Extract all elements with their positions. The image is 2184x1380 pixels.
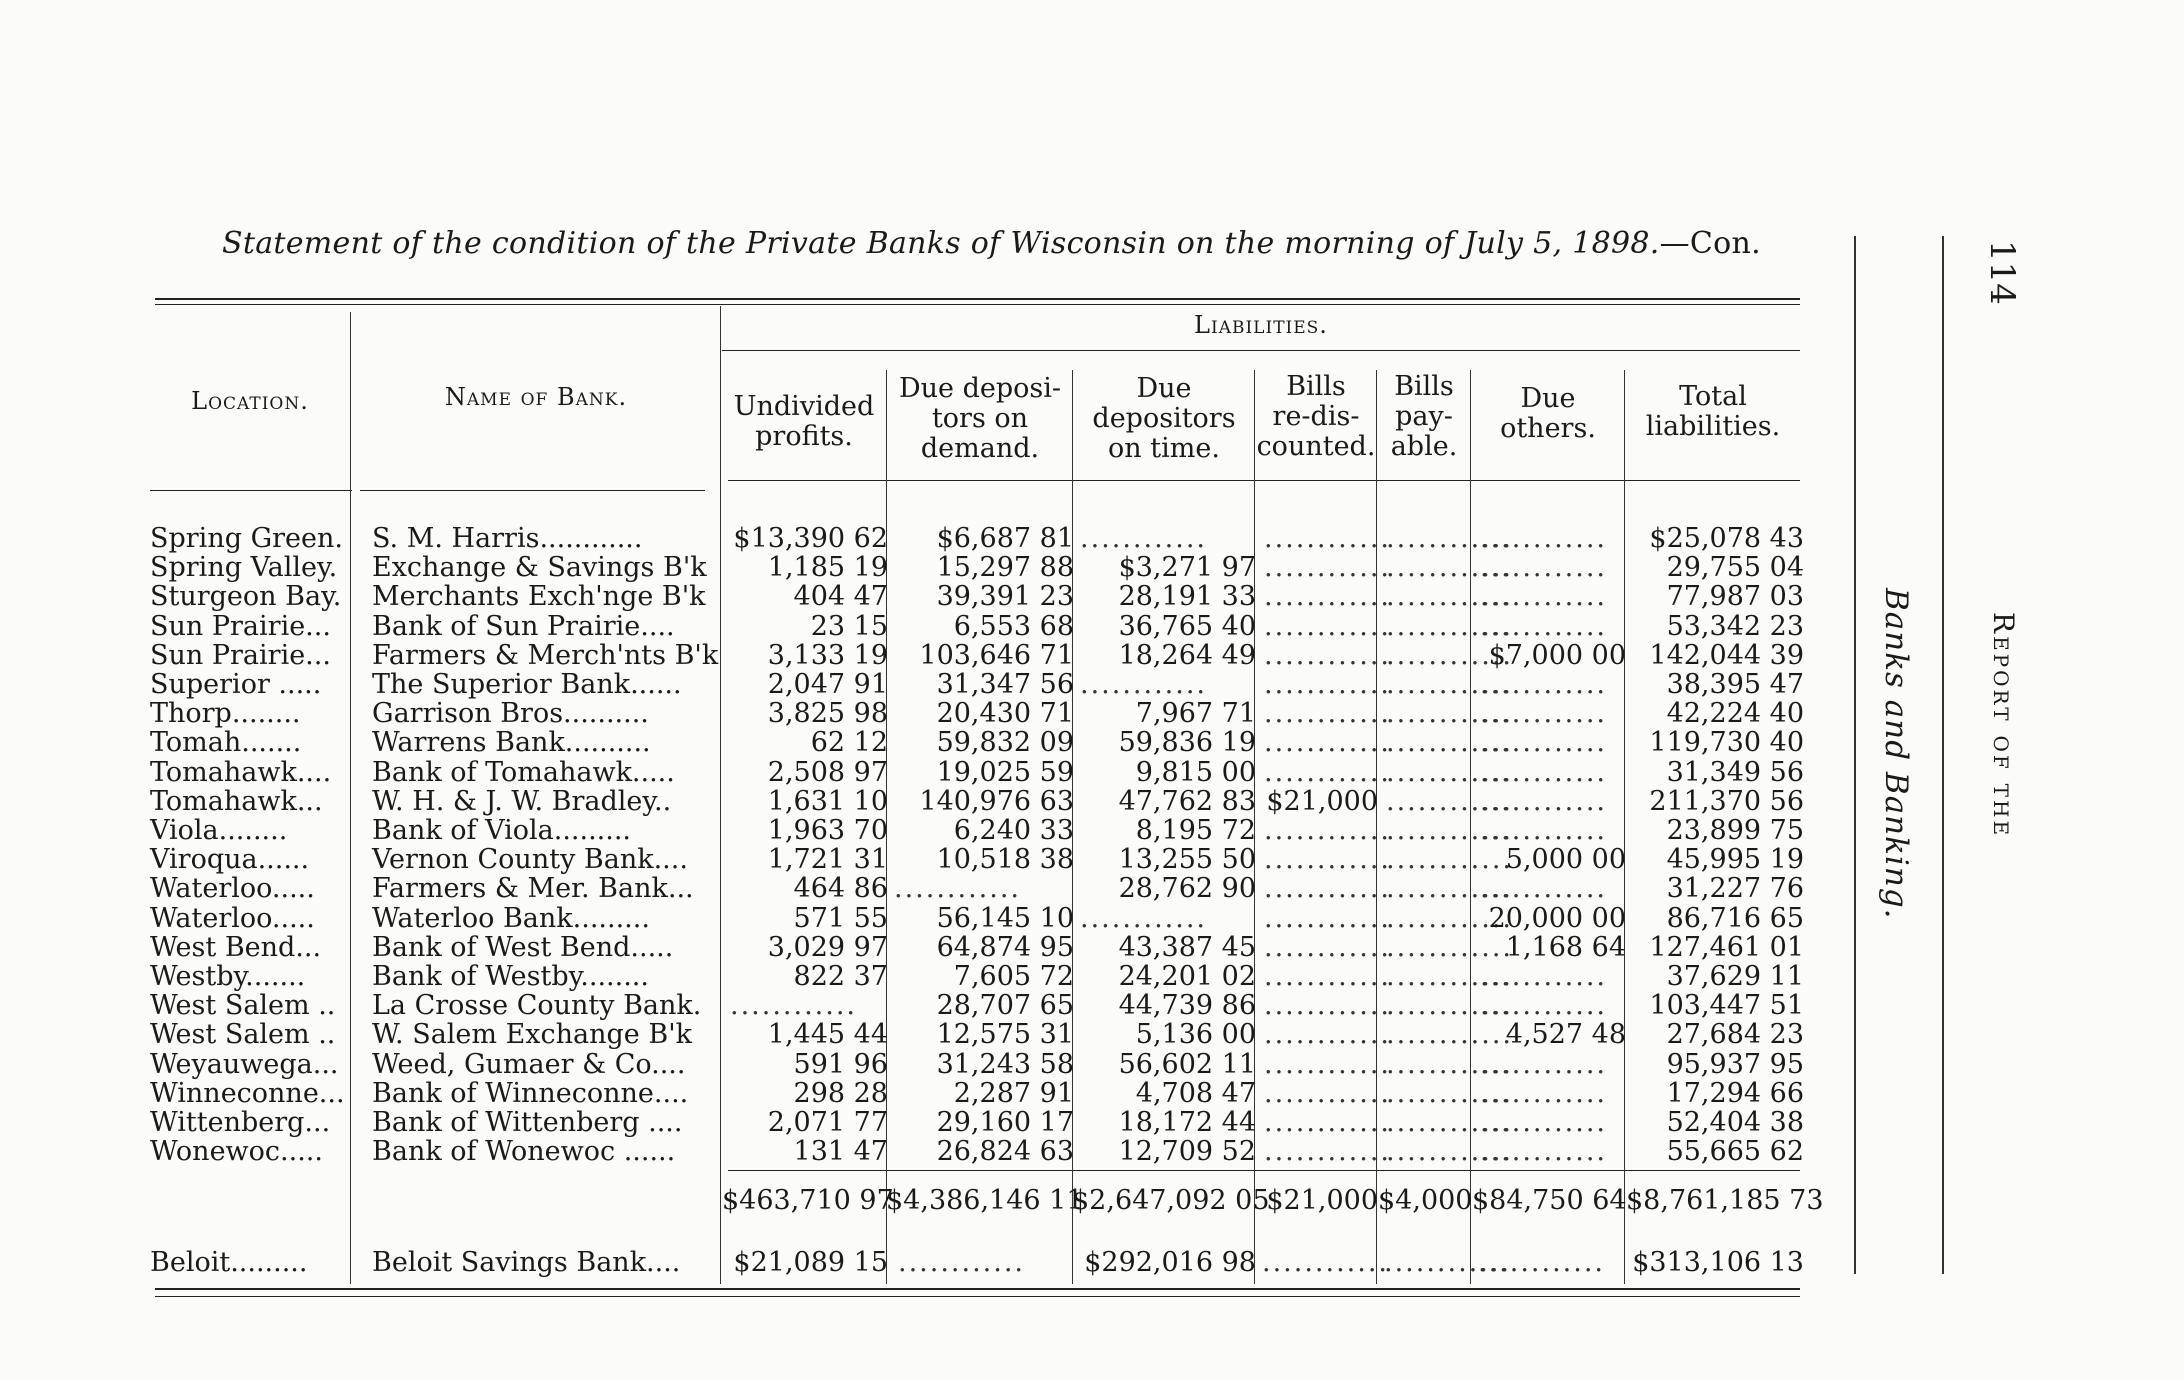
row-time: 59,836 19 (1118, 727, 1256, 758)
row-total: 31,349 56 (1666, 757, 1804, 788)
beloit-time: $292,016 98 (1084, 1247, 1256, 1278)
row-rediscounted-empty: ............ (1264, 844, 1391, 875)
header-total: Total liabilities. (1645, 381, 1781, 442)
header-name: Name of Bank. (444, 383, 628, 411)
row-undivided: 1,185 19 (767, 552, 888, 583)
row-rediscounted-empty: ............ (1264, 611, 1391, 642)
row-payable-empty: ............ (1386, 523, 1513, 554)
row-others: 4,527 48 (1505, 1019, 1626, 1050)
row-rediscounted-empty: ............ (1264, 640, 1391, 671)
beloit-total: $313,106 13 (1632, 1247, 1804, 1278)
row-demand: 15,297 88 (936, 552, 1074, 583)
row-others-empty: ............ (1480, 1049, 1607, 1080)
table-row (0, 874, 1820, 903)
table-row (0, 991, 1820, 1020)
row-demand: 26,824 63 (936, 1136, 1074, 1167)
row-location: West Salem .. (150, 990, 336, 1021)
row-time: 36,765 40 (1118, 611, 1256, 642)
row-others-empty: ............ (1480, 786, 1607, 817)
beloit-row (0, 1248, 1820, 1277)
row-rediscounted-empty: ............ (1264, 1078, 1391, 1109)
row-payable-empty: ............ (1386, 581, 1513, 612)
running-head-report: Report of the (1987, 612, 2020, 839)
top-rule-2 (155, 304, 1800, 305)
margin-rule-2 (1942, 236, 1944, 1274)
row-bank-name: S. M. Harris............ (372, 523, 643, 554)
table-row (0, 612, 1820, 641)
row-undivided: $13,390 62 (733, 523, 888, 554)
row-bank-name: Garrison Bros.......... (372, 698, 649, 729)
total-time: $2,647,092 05 (1072, 1185, 1270, 1216)
row-demand: 12,575 31 (936, 1019, 1074, 1050)
row-demand: 19,025 59 (936, 757, 1074, 788)
row-bank-name: Farmers & Merch'nts B'k (372, 640, 719, 671)
header-due-demand: Due deposi- tors on demand. (898, 373, 1061, 464)
total-rediscounted: $21,000 (1266, 1185, 1378, 1216)
row-time-empty: ............ (1080, 523, 1207, 554)
row-rediscounted-empty: ............ (1264, 757, 1391, 788)
row-undivided: 1,963 70 (767, 815, 888, 846)
row-location: Winneconne... (150, 1078, 345, 1109)
row-others-empty: ............ (1480, 1078, 1607, 1109)
row-demand: 103,646 71 (919, 640, 1074, 671)
row-demand: 6,553 68 (953, 611, 1074, 642)
row-time: 44,739 86 (1118, 990, 1256, 1021)
row-total: 23,899 75 (1666, 815, 1804, 846)
row-payable-empty: ............ (1386, 1019, 1513, 1050)
row-bank-name: The Superior Bank...... (372, 669, 682, 700)
row-undivided: 1,721 31 (767, 844, 888, 875)
row-total: 211,370 56 (1649, 786, 1804, 817)
row-location: Viroqua...... (150, 844, 310, 875)
table-row (0, 933, 1820, 962)
bottom-rule (155, 1288, 1800, 1290)
row-others-empty: ............ (1480, 990, 1607, 1021)
row-rediscounted-empty: ............ (1264, 581, 1391, 612)
row-location: Westby....... (150, 961, 306, 992)
row-bank-name: Bank of Wonewoc ...... (372, 1136, 676, 1167)
row-total: 86,716 65 (1666, 903, 1804, 934)
row-demand: 10,518 38 (936, 844, 1074, 875)
row-time-empty: ............ (1080, 903, 1207, 934)
table-row (0, 728, 1820, 757)
total-demand: $4,386,146 11 (886, 1185, 1084, 1216)
header-due-time: Due depositors on time. (1092, 373, 1236, 464)
row-rediscounted: $21,000 (1266, 786, 1378, 817)
bottom-rule-2 (155, 1296, 1800, 1297)
header-due-others: Due others. (1500, 383, 1596, 444)
row-total: 127,461 01 (1649, 932, 1804, 963)
row-demand: $6,687 81 (936, 523, 1074, 554)
row-others-empty: ............ (1480, 727, 1607, 758)
row-location: Superior ..... (150, 669, 322, 700)
row-total: 29,755 04 (1666, 552, 1804, 583)
row-demand: 140,976 63 (919, 786, 1074, 817)
row-payable-empty: ............ (1386, 669, 1513, 700)
row-others-empty: ............ (1480, 698, 1607, 729)
row-time: 28,191 33 (1118, 581, 1256, 612)
table-row (0, 816, 1820, 845)
row-undivided: 131 47 (793, 1136, 888, 1167)
table-row (0, 553, 1820, 582)
table-row (0, 641, 1820, 670)
row-total: 52,404 38 (1666, 1107, 1804, 1138)
row-bank-name: Waterloo Bank......... (372, 903, 650, 934)
row-location: Spring Valley. (150, 552, 338, 583)
row-bank-name: Farmers & Mer. Bank... (372, 873, 694, 904)
row-bank-name: Bank of Winneconne.... (372, 1078, 689, 1109)
beloit-rediscounted: ............ (1262, 1247, 1389, 1278)
table-title (222, 226, 1761, 261)
row-payable-empty: ............ (1386, 552, 1513, 583)
row-others-empty: ............ (1480, 1136, 1607, 1167)
row-location: Sturgeon Bay. (150, 581, 342, 612)
row-bank-name: W. H. & J. W. Bradley.. (372, 786, 672, 817)
row-demand: 56,145 10 (936, 903, 1074, 934)
total-payable: $4,000 (1378, 1185, 1473, 1216)
header-liabilities: Liabilities. (1194, 311, 1328, 339)
table-row (0, 1020, 1820, 1049)
table-row (0, 582, 1820, 611)
row-total: 17,294 66 (1666, 1078, 1804, 1109)
row-bank-name: Bank of West Bend..... (372, 932, 674, 963)
row-bank-name: Exchange & Savings B'k (372, 552, 707, 583)
row-bank-name: W. Salem Exchange B'k (372, 1019, 692, 1050)
row-total: 55,665 62 (1666, 1136, 1804, 1167)
row-undivided: 591 96 (793, 1049, 888, 1080)
row-undivided: 298 28 (793, 1078, 888, 1109)
row-others-empty: ............ (1480, 581, 1607, 612)
liabilities-rule (722, 350, 1800, 351)
row-demand: 39,391 23 (936, 581, 1074, 612)
row-time: 18,264 49 (1118, 640, 1256, 671)
table-row (0, 1079, 1820, 1108)
row-payable-empty: ............ (1386, 757, 1513, 788)
row-rediscounted-empty: ............ (1264, 815, 1391, 846)
row-undivided: 822 37 (793, 961, 888, 992)
beloit-bank: Beloit Savings Bank.... (372, 1247, 681, 1278)
row-others: 5,000 00 (1505, 844, 1626, 875)
row-location: Sun Prairie... (150, 611, 331, 642)
row-demand-empty: ............ (894, 873, 1021, 904)
row-undivided: 2,508 97 (767, 757, 888, 788)
row-rediscounted-empty: ............ (1264, 552, 1391, 583)
row-total: 31,227 76 (1666, 873, 1804, 904)
row-others-empty: ............ (1480, 669, 1607, 700)
row-others-empty: ............ (1480, 873, 1607, 904)
row-rediscounted-empty: ............ (1264, 873, 1391, 904)
row-rediscounted-empty: ............ (1264, 1019, 1391, 1050)
row-payable-empty: ............ (1386, 611, 1513, 642)
row-bank-name: Vernon County Bank.... (372, 844, 688, 875)
row-others-empty: ............ (1480, 552, 1607, 583)
row-undivided-empty: ............ (730, 990, 857, 1021)
row-rediscounted-empty: ............ (1264, 669, 1391, 700)
beloit-location: Beloit......... (150, 1247, 308, 1278)
row-location: Waterloo..... (150, 903, 315, 934)
row-location: Tomahawk.... (150, 757, 332, 788)
row-time: 5,136 00 (1135, 1019, 1256, 1050)
header-undivided: Undivided profits. (733, 391, 875, 452)
row-rediscounted-empty: ............ (1264, 1049, 1391, 1080)
row-bank-name: Bank of Viola......... (372, 815, 631, 846)
row-payable-empty: ............ (1386, 1107, 1513, 1138)
row-payable-empty: ............ (1386, 1136, 1513, 1167)
row-undivided: 2,047 91 (767, 669, 888, 700)
table-row (0, 1137, 1820, 1166)
row-time: 9,815 00 (1135, 757, 1256, 788)
row-location: Thorp........ (150, 698, 301, 729)
table-row (0, 787, 1820, 816)
page-number: 114 (1982, 240, 2022, 305)
row-total: $25,078 43 (1649, 523, 1804, 554)
row-undivided: 3,825 98 (767, 698, 888, 729)
row-others-empty: ............ (1480, 611, 1607, 642)
row-location: Tomahawk... (150, 786, 323, 817)
table-row (0, 1108, 1820, 1137)
row-total: 38,395 47 (1666, 669, 1804, 700)
totals-rule (728, 1170, 1800, 1171)
row-rediscounted-empty: ............ (1264, 961, 1391, 992)
row-bank-name: Merchants Exch'nge B'k (372, 581, 706, 612)
row-undivided: 3,029 97 (767, 932, 888, 963)
row-total: 103,447 51 (1649, 990, 1804, 1021)
row-rediscounted-empty: ............ (1264, 727, 1391, 758)
row-bank-name: Bank of Tomahawk..... (372, 757, 675, 788)
margin-rule (1854, 236, 1856, 1274)
beloit-undivided: $21,089 15 (733, 1247, 888, 1278)
row-payable-empty: ............ (1386, 1078, 1513, 1109)
row-time: 18,172 44 (1118, 1107, 1256, 1138)
table-row (0, 758, 1820, 787)
row-undivided: 1,631 10 (767, 786, 888, 817)
row-location: Sun Prairie... (150, 640, 331, 671)
row-payable-empty: ............ (1386, 844, 1513, 875)
row-undivided: 3,133 19 (767, 640, 888, 671)
row-total: 77,987 03 (1666, 581, 1804, 612)
row-payable-empty: ............ (1386, 990, 1513, 1021)
header-location: Location. (191, 387, 309, 415)
row-rediscounted-empty: ............ (1264, 1136, 1391, 1167)
row-location: Tomah....... (150, 727, 302, 758)
beloit-others: ............ (1478, 1247, 1605, 1278)
header-under-cols (728, 480, 1800, 481)
row-payable-empty: ............ (1386, 815, 1513, 846)
row-time: 8,195 72 (1135, 815, 1256, 846)
row-bank-name: Bank of Sun Prairie.... (372, 611, 675, 642)
row-total: 119,730 40 (1649, 727, 1804, 758)
row-time: $3,271 97 (1118, 552, 1256, 583)
row-demand: 29,160 17 (936, 1107, 1074, 1138)
row-time: 4,708 47 (1135, 1078, 1256, 1109)
row-others: $7,000 00 (1488, 640, 1626, 671)
row-payable-empty: ............ (1386, 873, 1513, 904)
beloit-demand: ............ (898, 1247, 1025, 1278)
row-rediscounted-empty: ............ (1264, 932, 1391, 963)
row-undivided: 1,445 44 (767, 1019, 888, 1050)
row-undivided: 571 55 (793, 903, 888, 934)
row-bank-name: Warrens Bank.......... (372, 727, 651, 758)
row-time: 13,255 50 (1118, 844, 1256, 875)
row-rediscounted-empty: ............ (1264, 1107, 1391, 1138)
row-demand: 59,832 09 (936, 727, 1074, 758)
row-demand: 7,605 72 (953, 961, 1074, 992)
row-location: Weyauwega... (150, 1049, 339, 1080)
title-suffix: —Con. (1659, 226, 1761, 261)
row-demand: 2,287 91 (953, 1078, 1074, 1109)
row-others: 1,168 64 (1505, 932, 1626, 963)
row-time: 12,709 52 (1118, 1136, 1256, 1167)
row-location: Wonewoc..... (150, 1136, 323, 1167)
row-payable-empty: ............ (1386, 640, 1513, 671)
row-others-empty: ............ (1480, 1107, 1607, 1138)
row-location: Spring Green. (150, 523, 343, 554)
totals-row (0, 1185, 1824, 1216)
row-total: 45,995 19 (1666, 844, 1804, 875)
row-others-empty: ............ (1480, 815, 1607, 846)
header-under-location (150, 490, 352, 491)
row-time: 47,762 83 (1118, 786, 1256, 817)
row-time-empty: ............ (1080, 669, 1207, 700)
table-row (0, 699, 1820, 728)
row-undivided: 2,071 77 (767, 1107, 888, 1138)
total-undivided: $463,710 97 (722, 1185, 894, 1216)
row-others-empty: ............ (1480, 961, 1607, 992)
header-under-name (360, 490, 705, 491)
row-location: Viola........ (150, 815, 288, 846)
total-others: $84,750 64 (1472, 1185, 1627, 1216)
row-rediscounted-empty: ............ (1264, 990, 1391, 1021)
row-rediscounted-empty: ............ (1264, 523, 1391, 554)
row-bank-name: La Crosse County Bank. (372, 990, 702, 1021)
row-undivided: 23 15 (810, 611, 888, 642)
row-others-empty: ............ (1480, 757, 1607, 788)
row-payable-empty: ............ (1386, 727, 1513, 758)
table-row (0, 845, 1820, 874)
row-rediscounted-empty: ............ (1264, 698, 1391, 729)
row-total: 37,629 11 (1666, 961, 1804, 992)
table-row (0, 962, 1820, 991)
title-main: Statement of the condition of the Private Banks of Wisconsin on the morning of July 5, 1898. (222, 226, 1660, 261)
row-payable-empty: ............ (1386, 698, 1513, 729)
row-time: 56,602 11 (1118, 1049, 1256, 1080)
row-location: Waterloo..... (150, 873, 315, 904)
row-payable-empty: ............ (1386, 961, 1513, 992)
total-total: $8,761,185 73 (1626, 1185, 1824, 1216)
row-total: 95,937 95 (1666, 1049, 1804, 1080)
row-demand: 31,347 56 (936, 669, 1074, 700)
row-demand: 31,243 58 (936, 1049, 1074, 1080)
header-bills-rediscounted: Bills re-dis- counted. (1256, 371, 1376, 462)
row-location: West Bend... (150, 932, 322, 963)
row-payable-empty: ............ (1386, 903, 1513, 934)
row-location: West Salem .. (150, 1019, 336, 1050)
row-bank-name: Bank of Wittenberg .... (372, 1107, 683, 1138)
table-row (0, 670, 1820, 699)
row-time: 28,762 90 (1118, 873, 1256, 904)
table-row (0, 524, 1820, 553)
row-demand: 20,430 71 (936, 698, 1074, 729)
row-total: 53,342 23 (1666, 611, 1804, 642)
row-payable-empty: ............ (1386, 786, 1513, 817)
row-location: Wittenberg... (150, 1107, 331, 1138)
row-demand: 64,874 95 (936, 932, 1074, 963)
row-payable-empty: ............ (1386, 1049, 1513, 1080)
running-head-section: Banks and Banking. (1878, 588, 1914, 920)
row-others: 20,000 00 (1488, 903, 1626, 934)
row-time: 24,201 02 (1118, 961, 1256, 992)
row-total: 42,224 40 (1666, 698, 1804, 729)
row-undivided: 404 47 (793, 581, 888, 612)
row-rediscounted-empty: ............ (1264, 903, 1391, 934)
table-row (0, 904, 1820, 933)
row-total: 27,684 23 (1666, 1019, 1804, 1050)
row-demand: 6,240 33 (953, 815, 1074, 846)
row-bank-name: Bank of Westby........ (372, 961, 649, 992)
row-payable-empty: ............ (1386, 932, 1513, 963)
row-bank-name: Weed, Gumaer & Co.... (372, 1049, 686, 1080)
row-undivided: 62 12 (810, 727, 888, 758)
header-bills-payable: Bills pay- able. (1390, 371, 1458, 462)
table-row (0, 1050, 1820, 1079)
row-others-empty: ............ (1480, 523, 1607, 554)
row-time: 7,967 71 (1135, 698, 1256, 729)
top-rule (155, 298, 1800, 300)
row-total: 142,044 39 (1649, 640, 1804, 671)
row-time: 43,387 45 (1118, 932, 1256, 963)
row-undivided: 464 86 (793, 873, 888, 904)
row-demand: 28,707 65 (936, 990, 1074, 1021)
beloit-payable: ............ (1384, 1247, 1511, 1278)
